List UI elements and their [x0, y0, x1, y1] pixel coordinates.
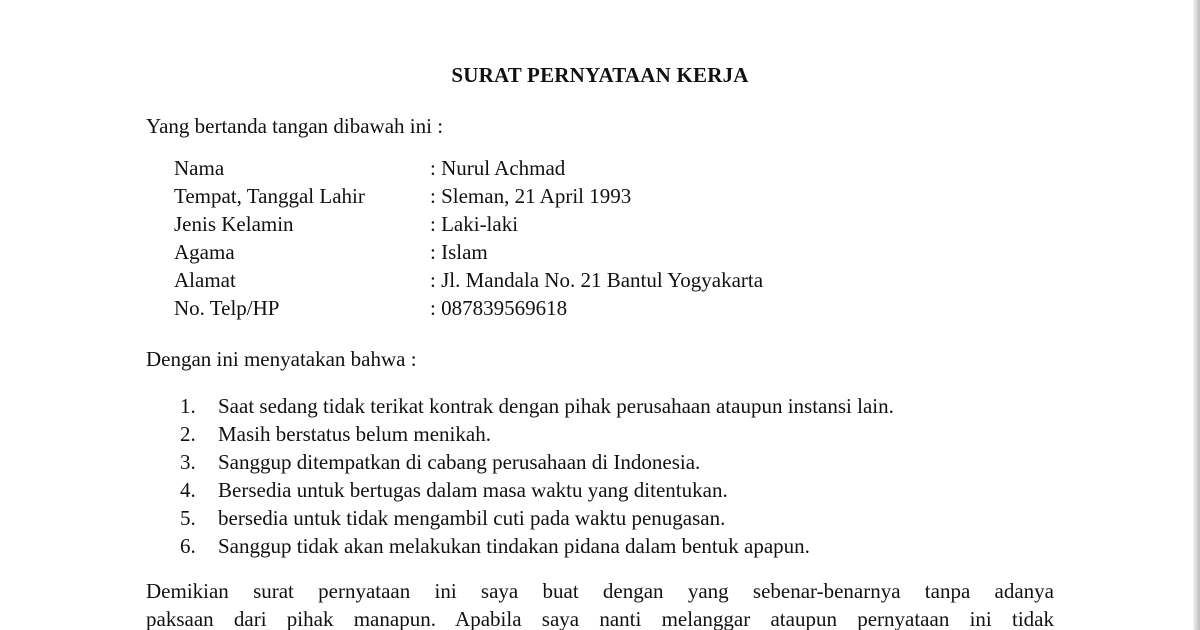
statement-text-5: bersedia untuk tidak mengambil cuti pada waktu penugasan.	[218, 506, 726, 530]
statement-number-2: 2.	[180, 422, 196, 446]
field-label-address: Alamat	[174, 268, 236, 292]
statement-number-1: 1.	[180, 394, 196, 418]
statement-number-6: 6.	[180, 534, 196, 558]
field-value-name: : Nurul Achmad	[430, 156, 566, 180]
statement-text-1: Saat sedang tidak terikat kontrak dengan pihak perusahaan ataupun instansi lain.	[218, 394, 894, 418]
statement-text-4: Bersedia untuk bertugas dalam masa waktu yang ditentukan.	[218, 478, 728, 502]
field-label-name: Nama	[174, 156, 225, 180]
statement-text-2: Masih berstatus belum menikah.	[218, 422, 491, 446]
field-value-birth: : Sleman, 21 April 1993	[430, 184, 632, 208]
field-value-phone: : 087839569618	[430, 296, 568, 320]
closing-line-1: Demikian surat pernyataan ini saya buat dengan yang sebenar-benarnya tanpa adanya	[146, 579, 1054, 603]
statement-number-5: 5.	[180, 506, 196, 530]
field-value-gender: : Laki-laki	[430, 212, 519, 236]
document-title: SURAT PERNYATAAN KERJA	[451, 63, 749, 87]
field-value-religion: : Islam	[430, 240, 488, 264]
statement-text-3: Sanggup ditempatkan di cabang perusahaan di Indonesia.	[218, 450, 701, 474]
field-label-gender: Jenis Kelamin	[174, 212, 294, 236]
statement-intro: Dengan ini menyatakan bahwa :	[146, 347, 417, 371]
intro-text: Yang bertanda tangan dibawah ini :	[146, 114, 444, 138]
closing-line-2: paksaan dari pihak manapun. Apabila saya nanti melanggar ataupun pernyataan ini tidak	[146, 607, 1054, 630]
field-label-religion: Agama	[174, 240, 235, 264]
statement-text-6: Sanggup tidak akan melakukan tindakan pidana dalam bentuk apapun.	[218, 534, 810, 558]
statement-number-3: 3.	[180, 450, 196, 474]
closing-paragraph	[146, 577, 1054, 630]
statement-number-4: 4.	[180, 478, 196, 502]
field-value-address: : Jl. Mandala No. 21 Bantul Yogyakarta	[430, 268, 764, 292]
page-edge-shadow	[1193, 0, 1200, 630]
field-label-birth: Tempat, Tanggal Lahir	[174, 184, 365, 208]
field-label-phone: No. Telp/HP	[174, 296, 280, 320]
